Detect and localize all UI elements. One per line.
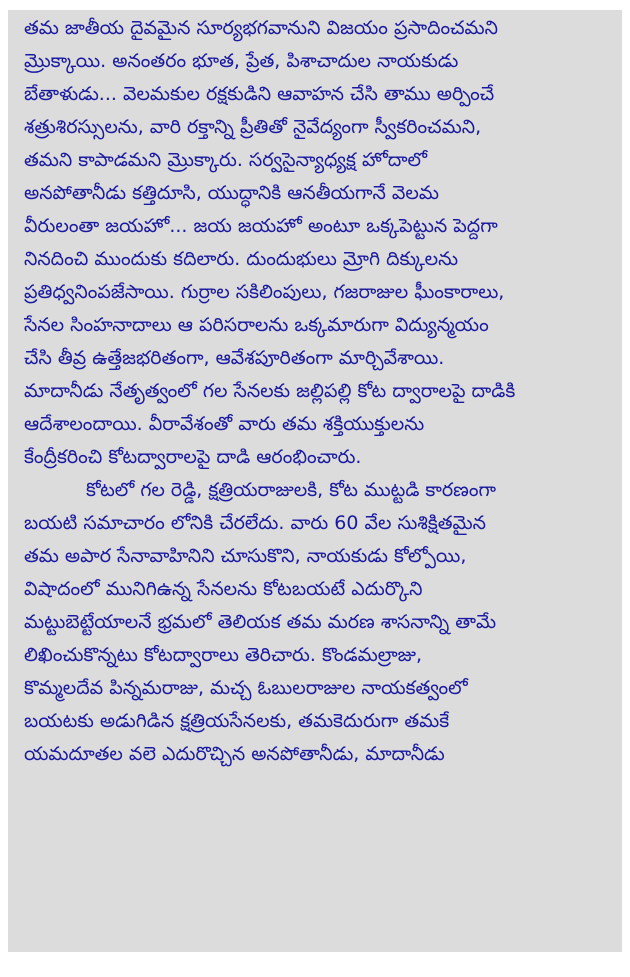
text-line: విషాదంలో మునిగిఉన్న సేనలను కోటబయటే ఎదుర్కొని	[24, 578, 423, 600]
text-line: వీరులంతా జయహో... జయ జయహో అంటూ ఒక్కపెట్టున పెద్దగా	[24, 215, 498, 237]
text-line: మాదానీడు నేతృత్వంలో గల సేనలకు జల్లిపల్లి కోట ద్వారాలపై దాడికి	[24, 380, 516, 402]
text-line: చేసి తీవ్ర ఉత్తేజభరితంగా, ఆవేశపూరితంగా మార్చివేశాయి.	[24, 347, 445, 369]
text-line: శత్రుశిరస్సులను, వారి రక్తాన్ని ప్రీతితో నైవేద్యంగా స్వీకరించమని,	[24, 116, 482, 138]
text-line: కేంద్రీకరించి కోటద్వారాలపై దాడి ఆరంభించారు.	[24, 446, 362, 468]
text-line-indented: కోటలో గల రెడ్డి, క్షత్రియరాజులకి, కోట ముట్టడి కారణంగా	[86, 479, 497, 501]
text-line: అనపోతానీడు కత్తిదూసి, యుద్ధానికి ఆనతీయగానే వెలమ	[24, 182, 440, 204]
paragraph-2	[24, 474, 616, 771]
text-line: ప్రతిధ్వనింపజేసాయి. గుర్రాల సకిలింపులు, గజరాజుల ఘీంకారాలు,	[24, 281, 505, 303]
text-line: తమ అపార సేనావాహినిని చూసుకొని, నాయకుడు కోల్పోయి,	[24, 545, 467, 567]
page	[8, 10, 622, 952]
text-line: సేనల సింహనాదాలు ఆ పరిసరాలను ఒక్కమారుగా విద్యున్మయం	[24, 314, 489, 336]
text-line: బేతాళుడు... వెలమకుల రక్షకుడిని ఆవాహన చేసి తాము అర్పించే	[24, 83, 495, 105]
paragraph-1	[24, 12, 616, 474]
text-line: నినదించి ముందుకు కదిలారు. దుందుభులు మ్రోగి దిక్కులను	[24, 248, 459, 270]
text-line: కొమ్మలదేవ పిన్నమరాజు, మచ్చ ఓబులరాజుల నాయకత్వంలో	[24, 677, 468, 699]
text-line: తమని కాపాడమని మ్రొక్కారు. సర్వసైన్యాధ్యక్ష హోదాలో	[24, 149, 428, 171]
text-line: బయటకు అడుగిడిన క్షత్రియసేనలకు, తమకెదురుగా తమకే	[24, 710, 450, 732]
text-line: ఆదేశాలందాయి. వీరావేశంతో వారు తమ శక్తియుక్తులను	[24, 413, 425, 435]
text-line: మ్రొక్కాయి. అనంతరం భూత, ప్రేత, పిశాచాదుల నాయకుడు	[24, 50, 459, 72]
text-line: యమదూతల వలె ఎదురొచ్చిన అనపోతానీడు, మాదానీడు	[24, 743, 445, 765]
text-line: మట్టుబెట్టేయాలనే భ్రమలో తెలియక తమ మరణ శాసనాన్ని తామే	[24, 611, 497, 633]
text-line: తమ జాతీయ దైవమైన సూర్యభగవానుని విజయం ప్రసాదించమని	[24, 17, 499, 39]
text-body	[24, 12, 616, 771]
text-line: బయటి సమాచారం లోనికి చేరలేదు. వారు 60 వేల సుశిక్షితమైన	[24, 512, 486, 534]
text-line: లిఖించుకొన్నటు కోటద్వారాలు తెరిచారు. కొండమల్రాజు,	[24, 644, 423, 666]
